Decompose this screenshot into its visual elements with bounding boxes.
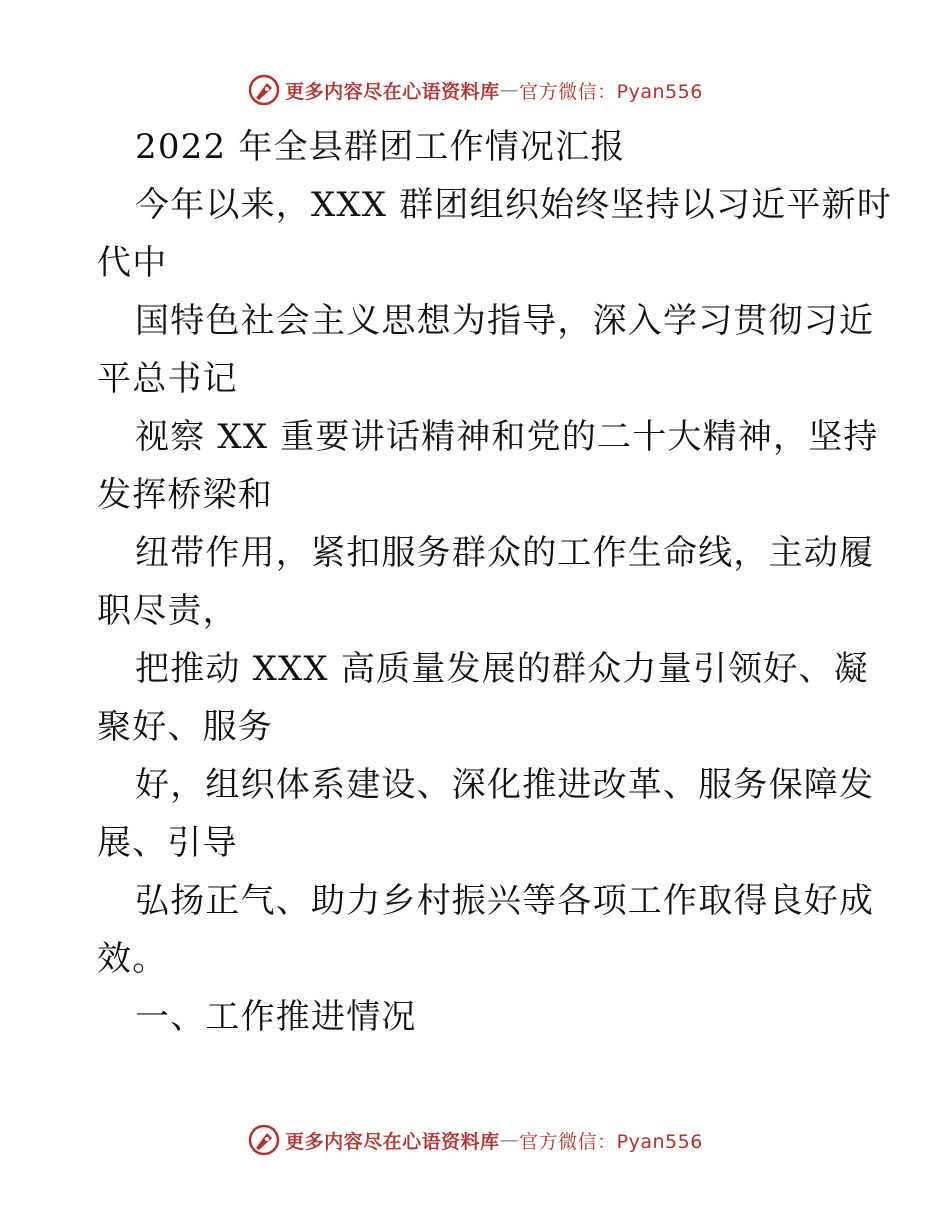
paragraph-line: 发挥桥梁和 <box>97 475 273 515</box>
paragraph-line: 平总书记 <box>97 359 238 399</box>
paragraph-line: 展、引导 <box>97 823 238 863</box>
section-heading: 一、工作推进情况 <box>135 997 417 1037</box>
document-title: 2022 年全县群团工作情况汇报 <box>135 127 626 167</box>
watermark-banner-top <box>0 70 950 110</box>
banner-wechat-text: 官方微信：Pyan556 <box>519 1130 703 1153</box>
banner-main-text: 更多内容尽在心语资料库 <box>285 1130 500 1153</box>
paragraph-line: 纽带作用，紧扣服务群众的工作生命线，主动履 <box>135 533 875 573</box>
paragraph-line: 国特色社会主义思想为指导，深入学习贯彻习近 <box>135 301 875 341</box>
paragraph-line: 好，组织体系建设、深化推进改革、服务保障发 <box>135 765 875 805</box>
banner-wechat-text: 官方微信：Pyan556 <box>519 80 703 103</box>
banner-separator: — <box>499 1129 520 1151</box>
paragraph-line: 把推动 XXX 高质量发展的群众力量引领好、凝 <box>135 649 869 689</box>
paragraph-line: 职尽责， <box>97 591 238 631</box>
paragraph-line: 弘扬正气、助力乡村振兴等各项工作取得良好成 <box>135 881 875 921</box>
banner-separator: — <box>499 79 520 101</box>
pen-nib-logo-icon <box>247 1123 281 1157</box>
paragraph-line: 今年以来，XXX 群团组织始终坚持以习近平新时 <box>135 185 893 225</box>
paragraph-line: 代中 <box>97 243 168 283</box>
banner-main-text: 更多内容尽在心语资料库 <box>285 80 500 103</box>
watermark-banner-bottom <box>0 1120 950 1160</box>
document-body <box>97 118 893 1046</box>
paragraph-line: 视察 XX 重要讲话精神和党的二十大精神，坚持 <box>135 417 879 457</box>
pen-nib-logo-icon <box>247 73 281 107</box>
paragraph-line: 聚好、服务 <box>97 707 273 747</box>
paragraph-line: 效。 <box>97 939 168 979</box>
